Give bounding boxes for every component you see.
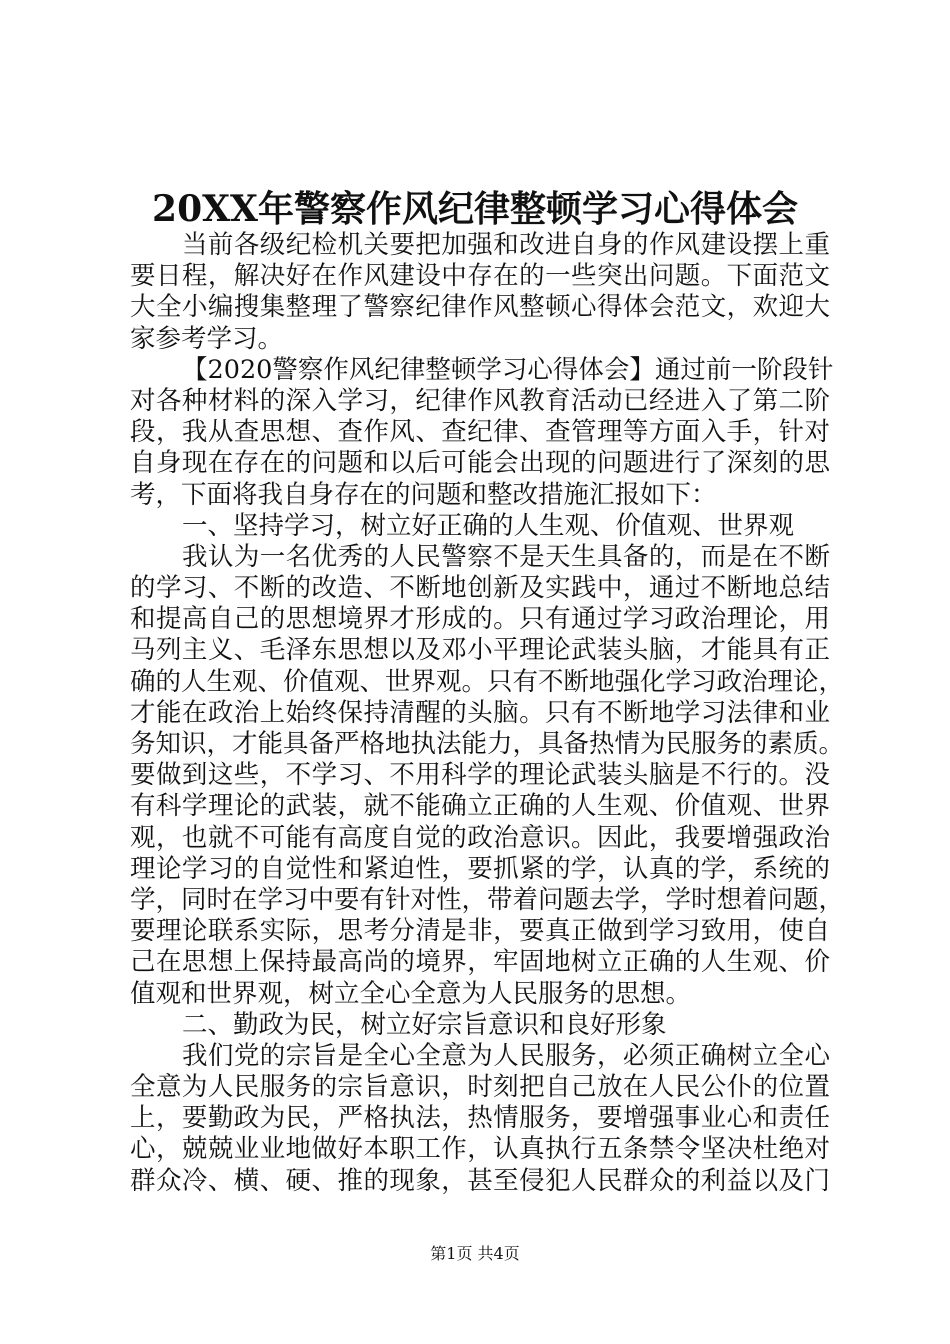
text-line: 学，同时在学习中要有针对性，带着问题去学，学时想着问题， <box>130 884 845 915</box>
text-line: 要理论联系实际，思考分清是非，要真正做到学习致用，使自 <box>130 916 830 947</box>
text-line: 要做到这些，不学习、不用科学的理论武装头脑是不行的。没 <box>130 760 830 791</box>
page-footer: 第1页 共4页 <box>430 1244 520 1263</box>
text-line: 大全小编搜集整理了警察纪律作风整顿心得体会范文，欢迎大 <box>130 292 830 323</box>
text-line: 当前各级纪检机关要把加强和改进自身的作风建设摆上重 <box>182 230 830 260</box>
text-line: 我认为一名优秀的人民警察不是天生具备的，而是在不断 <box>182 541 830 572</box>
text-line: 务知识，才能具备严格地执法能力，具备热情为民服务的素质。 <box>130 729 845 759</box>
document-body <box>130 230 845 1197</box>
text-line: 全意为人民服务的宗旨意识，时刻把自己放在人民公仆的位置 <box>130 1072 830 1103</box>
text-line: 群众冷、横、硬、推的现象，甚至侵犯人民群众的利益以及门 <box>130 1165 830 1196</box>
text-line: 马列主义、毛泽东思想以及邓小平理论武装头脑，才能具有正 <box>130 635 830 666</box>
text-line: 考，下面将我自身存在的问题和整改措施汇报如下： <box>130 479 717 510</box>
text-line: 对各种材料的深入学习，纪律作风教育活动已经进入了第二阶 <box>130 385 830 416</box>
text-line: 确的人生观、价值观、世界观。只有不断地强化学习政治理论， <box>130 666 845 697</box>
text-line: 观，也就不可能有高度自觉的政治意识。因此，我要增强政治 <box>130 822 830 853</box>
text-line: 我们党的宗旨是全心全意为人民服务，必须正确树立全心 <box>182 1040 830 1071</box>
document-title: 20XX年警察作风纪律整顿学习心得体会 <box>152 188 798 230</box>
text-line: 自身现在存在的问题和以后可能会出现的问题进行了深刻的思 <box>130 448 830 479</box>
text-line: 家参考学习。 <box>130 323 284 354</box>
text-line: 二、勤政为民，树立好宗旨意识和良好形象 <box>182 1009 667 1040</box>
text-line: 值观和世界观，树立全心全意为人民服务的思想。 <box>130 978 692 1009</box>
text-line: 要日程，解决好在作风建设中存在的一些突出问题。下面范文 <box>130 261 830 292</box>
text-line: 的学习、不断的改造、不断地创新及实践中，通过不断地总结 <box>130 573 830 604</box>
text-line: 理论学习的自觉性和紧迫性，要抓紧的学，认真的学，系统的 <box>130 853 830 884</box>
text-line: 一、坚持学习，树立好正确的人生观、价值观、世界观 <box>182 510 795 541</box>
text-line: 和提高自己的思想境界才形成的。只有通过学习政治理论，用 <box>130 604 830 635</box>
text-line: 己在思想上保持最高尚的境界，牢固地树立正确的人生观、价 <box>130 947 830 978</box>
text-line: 【2020警察作风纪律整顿学习心得体会】通过前一阶段针 <box>182 354 834 385</box>
text-line: 心，兢兢业业地做好本职工作，认真执行五条禁令坚决杜绝对 <box>130 1134 830 1165</box>
text-line: 段，我从查思想、查作风、查纪律、查管理等方面入手，针对 <box>130 417 830 448</box>
text-line: 才能在政治上始终保持清醒的头脑。只有不断地学习法律和业 <box>130 697 830 728</box>
text-line: 上，要勤政为民，严格执法，热情服务，要增强事业心和责任 <box>130 1103 830 1134</box>
text-line: 有科学理论的武装，就不能确立正确的人生观、价值观、世界 <box>130 791 830 822</box>
